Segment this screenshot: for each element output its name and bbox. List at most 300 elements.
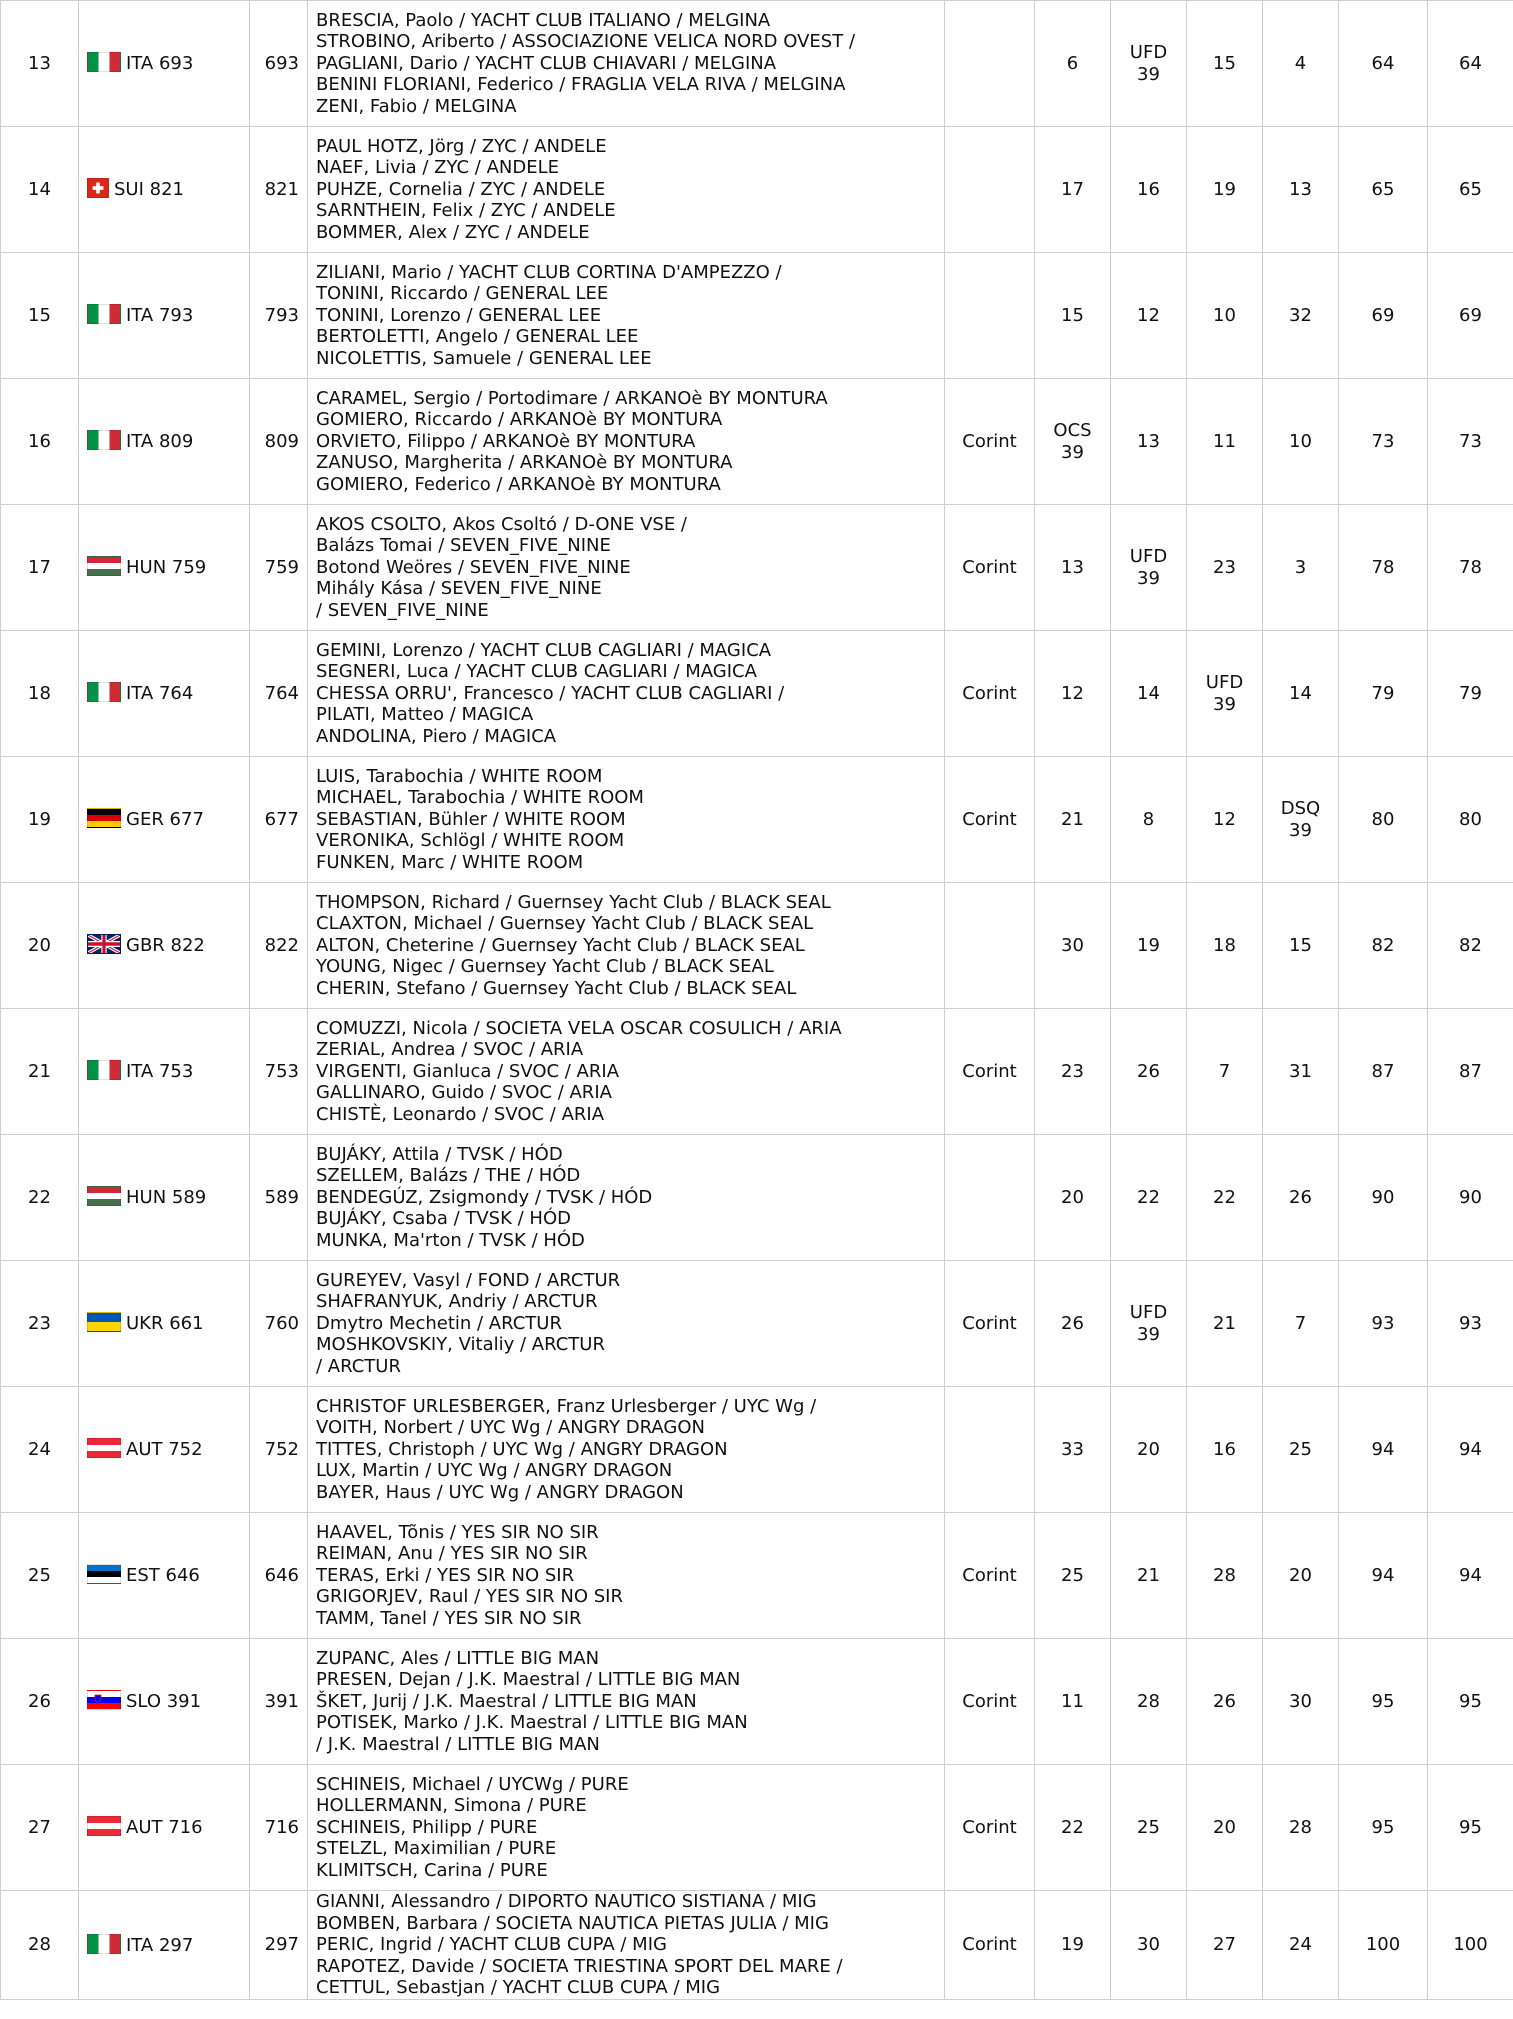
table-row (1, 757, 1513, 883)
crew-cell (308, 1, 945, 127)
race-2-score-cell (1111, 1261, 1187, 1387)
bow-number: 809 (264, 430, 299, 452)
flag-aut-icon (87, 1816, 121, 1836)
rank-cell (1, 883, 79, 1009)
bow-number: 589 (264, 1186, 299, 1208)
score-value: 100 (1365, 1934, 1401, 1955)
score-value: 18 (1213, 934, 1236, 956)
crew-member: BUJÁKY, Csaba / TVSK / HÓD (316, 1208, 571, 1230)
bow-number: 716 (264, 1816, 299, 1838)
crew-member: CHISTÈ, Leonardo / SVOC / ARIA (316, 1103, 605, 1125)
crew-member: HAAVEL, Tõnis / YES SIR NO SIR (316, 1521, 599, 1543)
sail-number-cell[interactable] (79, 1261, 250, 1387)
crew-member: ZILIANI, Mario / YACHT CLUB CORTINA D'AMPEZZO / (316, 261, 782, 283)
race-1-score-cell (1035, 1261, 1111, 1387)
crew-member: NICOLETTIS, Samuele / GENERAL LEE (316, 347, 652, 369)
score-value: 13 (1061, 556, 1084, 578)
crew-member: ANDOLINA, Piero / MAGICA (316, 725, 557, 747)
rank-cell (1, 757, 79, 883)
total-points-cell (1339, 883, 1428, 1009)
flag-gbr-icon (87, 934, 121, 954)
total-points-cell (1339, 1765, 1428, 1891)
race-3-score-cell (1187, 1009, 1263, 1135)
crew-member: CHRISTOF URLESBERGER, Franz Urlesberger / UYC Wg / (316, 1395, 817, 1417)
score-value: 25 (1061, 1564, 1084, 1586)
sail-number-link: ITA 809 (126, 431, 194, 453)
score-value: UFD 39 (1129, 42, 1168, 85)
crew-cell (308, 631, 945, 757)
division-value: Corint (962, 556, 1017, 578)
bow-number: 760 (264, 1312, 299, 1334)
sail-number-cell[interactable] (79, 1765, 250, 1891)
division-cell (945, 505, 1035, 631)
crew-member: PILATI, Matteo / MAGICA (316, 704, 534, 726)
bow-number: 693 (264, 52, 299, 74)
crew-member: REIMAN, Anu / YES SIR NO SIR (316, 1543, 588, 1565)
rank-value: 21 (28, 1060, 51, 1082)
race-2-score-cell (1111, 1009, 1187, 1135)
flag-ita-icon (87, 1060, 121, 1080)
crew-member: PUHZE, Cornelia / ZYC / ANDELE (316, 178, 606, 200)
total-points-cell (1339, 1639, 1428, 1765)
score-value: 20 (1061, 1186, 1084, 1208)
sail-number-link: GBR 822 (126, 935, 205, 957)
total-points-cell (1339, 505, 1428, 631)
crew-member: FUNKEN, Marc / WHITE ROOM (316, 851, 584, 873)
sail-number-cell[interactable] (79, 1009, 250, 1135)
rank-value: 24 (28, 1438, 51, 1460)
crew-member: LUIS, Tarabochia / WHITE ROOM (316, 765, 603, 787)
net-points-cell (1428, 757, 1513, 883)
crew-member: ZERIAL, Andrea / SVOC / ARIA (316, 1039, 584, 1061)
results-rows (1, 1, 1513, 2000)
score-value: UFD 39 (1129, 546, 1168, 589)
score-value: 20 (1137, 1438, 1160, 1460)
sail-number-cell[interactable] (79, 253, 250, 379)
score-value: 12 (1061, 682, 1084, 704)
score-value: 94 (1459, 1564, 1482, 1586)
score-value: 95 (1371, 1690, 1395, 1712)
flag-aut-icon (87, 1438, 121, 1458)
total-points-cell (1339, 1261, 1428, 1387)
crew-member: SHAFRANYUK, Andriy / ARCTUR (316, 1291, 598, 1313)
bow-number-cell (250, 883, 308, 1009)
race-3-score-cell (1187, 127, 1263, 253)
table-row (1, 1639, 1513, 1765)
score-value: 26 (1213, 1690, 1236, 1712)
total-points-cell (1339, 253, 1428, 379)
score-value: 8 (1142, 808, 1155, 830)
sail-number-cell[interactable] (79, 1639, 250, 1765)
crew-member: GOMIERO, Federico / ARKANOè BY MONTURA (316, 473, 721, 495)
bow-number-cell (250, 1387, 308, 1513)
total-points-cell (1339, 1387, 1428, 1513)
sail-number-link: SUI 821 (114, 179, 184, 201)
score-value: 16 (1137, 178, 1160, 200)
rank-cell (1, 379, 79, 505)
flag-ger-icon (87, 808, 121, 828)
score-value: 28 (1137, 1690, 1160, 1712)
sail-number-cell[interactable] (79, 1891, 250, 2000)
race-3-score-cell (1187, 1513, 1263, 1639)
rank-cell (1, 1387, 79, 1513)
race-1-score-cell (1035, 253, 1111, 379)
flag-ita-icon (87, 304, 121, 324)
race-3-score-cell (1187, 1, 1263, 127)
sail-number-cell[interactable] (79, 631, 250, 757)
crew-member: POTISEK, Marko / J.K. Maestral / LITTLE BIG MAN (316, 1712, 748, 1734)
race-3-score-cell (1187, 379, 1263, 505)
score-value: 73 (1459, 430, 1482, 452)
race-1-score-cell (1035, 127, 1111, 253)
crew-member: AKOS CSOLTO, Akos Csoltó / D-ONE VSE / (316, 513, 687, 535)
score-value: 10 (1289, 430, 1312, 452)
sail-number-cell[interactable] (79, 1135, 250, 1261)
score-value: 13 (1289, 178, 1312, 200)
crew-member: SCHINEIS, Philipp / PURE (316, 1816, 538, 1838)
crew-member: PAGLIANI, Dario / YACHT CLUB CHIAVARI / MELGINA (316, 52, 777, 74)
rank-value: 13 (28, 52, 51, 74)
bow-number-cell (250, 1765, 308, 1891)
rank-cell (1, 1261, 79, 1387)
score-value: 22 (1137, 1186, 1160, 1208)
division-cell (945, 1261, 1035, 1387)
race-1-score-cell (1035, 1639, 1111, 1765)
crew-cell (308, 127, 945, 253)
score-value: 78 (1371, 556, 1395, 578)
rank-cell (1, 253, 79, 379)
division-value: Corint (962, 1816, 1017, 1838)
rank-value: 15 (28, 304, 51, 326)
crew-member: GOMIERO, Riccardo / ARKANOè BY MONTURA (316, 409, 723, 431)
race-4-score-cell (1263, 757, 1339, 883)
score-value: 19 (1061, 1934, 1084, 1955)
crew-member: VOITH, Norbert / UYC Wg / ANGRY DRAGON (316, 1417, 706, 1439)
score-value: 20 (1289, 1564, 1312, 1586)
race-2-score-cell (1111, 379, 1187, 505)
rank-value: 27 (28, 1816, 51, 1838)
flag-ita-icon (87, 682, 121, 702)
rank-cell (1, 1009, 79, 1135)
score-value: UFD 39 (1129, 1302, 1168, 1345)
sail-number-link: SLO 391 (126, 1691, 202, 1713)
bow-number-cell (250, 1, 308, 127)
rank-cell (1, 1, 79, 127)
race-2-score-cell (1111, 1765, 1187, 1891)
crew-member: MUNKA, Ma'rton / TVSK / HÓD (316, 1229, 585, 1251)
bow-number: 759 (264, 556, 299, 578)
sail-number-link: ITA 764 (126, 683, 194, 705)
race-3-score-cell (1187, 1765, 1263, 1891)
net-points-cell (1428, 631, 1513, 757)
division-value: Corint (962, 808, 1017, 830)
score-value: 12 (1213, 808, 1236, 830)
crew-member: KLIMITSCH, Carina / PURE (316, 1859, 548, 1881)
score-value: 14 (1289, 682, 1312, 704)
bow-number: 391 (264, 1690, 299, 1712)
crew-cell (308, 883, 945, 1009)
rank-value: 20 (28, 934, 51, 956)
crew-member: ŠKET, Jurij / J.K. Maestral / LITTLE BIG MAN (316, 1690, 697, 1712)
crew-member: Mihály Kása / SEVEN_FIVE_NINE (316, 578, 602, 600)
sail-number-cell[interactable] (79, 1513, 250, 1639)
race-1-score-cell (1035, 1, 1111, 127)
net-points-cell (1428, 127, 1513, 253)
total-points-cell (1339, 1, 1428, 127)
crew-member: SEGNERI, Luca / YACHT CLUB CAGLIARI / MAGICA (316, 661, 757, 683)
score-value: 30 (1137, 1934, 1160, 1955)
crew-member: TAMM, Tanel / YES SIR NO SIR (316, 1607, 582, 1629)
net-points-cell (1428, 1639, 1513, 1765)
crew-member: TERAS, Erki / YES SIR NO SIR (316, 1564, 575, 1586)
rank-value: 17 (28, 556, 51, 578)
score-value: 22 (1213, 1186, 1236, 1208)
sail-number-link: AUT 716 (126, 1817, 203, 1839)
division-value: Corint (962, 1312, 1017, 1334)
score-value: 11 (1213, 430, 1236, 452)
total-points-cell (1339, 127, 1428, 253)
net-points-cell (1428, 1891, 1513, 2000)
score-value: 82 (1459, 934, 1482, 956)
score-value: 78 (1459, 556, 1482, 578)
score-value: 28 (1213, 1564, 1236, 1586)
race-2-score-cell (1111, 757, 1187, 883)
score-value: 20 (1213, 1816, 1236, 1838)
crew-member: ALTON, Cheterine / Guernsey Yacht Club / BLACK SEAL (316, 934, 805, 956)
sail-number-link: HUN 759 (126, 557, 207, 579)
bow-number: 646 (264, 1564, 299, 1586)
sail-number-cell[interactable] (79, 127, 250, 253)
net-points-cell (1428, 883, 1513, 1009)
bow-number: 764 (264, 682, 299, 704)
total-points-cell (1339, 757, 1428, 883)
bow-number: 793 (264, 304, 299, 326)
flag-est-icon (87, 1564, 121, 1584)
net-points-cell (1428, 1513, 1513, 1639)
rank-value: 22 (28, 1186, 51, 1208)
bow-number-cell (250, 1513, 308, 1639)
crew-member: SCHINEIS, Michael / UYCWg / PURE (316, 1773, 629, 1795)
score-value: 93 (1371, 1312, 1395, 1334)
race-4-score-cell (1263, 631, 1339, 757)
total-points-cell (1339, 379, 1428, 505)
race-2-score-cell (1111, 631, 1187, 757)
crew-cell (308, 1765, 945, 1891)
table-row (1, 1009, 1513, 1135)
crew-member: PERIC, Ingrid / YACHT CLUB CUPA / MIG (316, 1934, 667, 1955)
net-points-cell (1428, 1261, 1513, 1387)
bow-number-cell (250, 127, 308, 253)
race-1-score-cell (1035, 1765, 1111, 1891)
bow-number-cell (250, 1009, 308, 1135)
table-row (1, 1765, 1513, 1891)
score-value: 95 (1459, 1690, 1482, 1712)
net-points-cell (1428, 379, 1513, 505)
total-points-cell (1339, 1891, 1428, 2000)
flag-hun-icon (87, 556, 121, 576)
net-points-cell (1428, 1135, 1513, 1261)
rank-value: 19 (28, 808, 51, 830)
race-2-score-cell (1111, 1513, 1187, 1639)
rank-value: 25 (28, 1564, 51, 1586)
crew-member: SZELLEM, Balázs / THE / HÓD (316, 1165, 581, 1187)
crew-member: GUREYEV, Vasyl / FOND / ARCTUR (316, 1269, 621, 1291)
score-value: 13 (1137, 430, 1160, 452)
bow-number: 753 (264, 1060, 299, 1082)
score-value: 79 (1371, 682, 1395, 704)
sail-number-cell[interactable] (79, 1387, 250, 1513)
race-4-score-cell (1263, 127, 1339, 253)
flag-slo-icon (87, 1690, 121, 1710)
crew-member: SEBASTIAN, Bühler / WHITE ROOM (316, 808, 626, 830)
table-row (1, 883, 1513, 1009)
table-row (1, 1135, 1513, 1261)
score-value: 64 (1371, 52, 1395, 74)
score-value: 80 (1371, 808, 1395, 830)
crew-member: Balázs Tomai / SEVEN_FIVE_NINE (316, 535, 611, 557)
crew-member: VIRGENTI, Gianluca / SVOC / ARIA (316, 1060, 620, 1082)
net-points-cell (1428, 1387, 1513, 1513)
score-value: 24 (1289, 1934, 1312, 1955)
rank-value: 26 (28, 1690, 51, 1712)
score-value: 80 (1459, 808, 1482, 830)
total-points-cell (1339, 1513, 1428, 1639)
table-row (1, 1891, 1513, 2000)
race-2-score-cell (1111, 1135, 1187, 1261)
division-value: Corint (962, 1564, 1017, 1586)
bow-number: 677 (264, 808, 299, 830)
rank-cell (1, 1891, 79, 2000)
crew-member: CHESSA ORRU', Francesco / YACHT CLUB CAGLIARI / (316, 682, 785, 704)
flag-hun-icon (87, 1186, 121, 1206)
score-value: 65 (1459, 178, 1482, 200)
table-row (1, 1513, 1513, 1639)
race-3-score-cell (1187, 631, 1263, 757)
race-2-score-cell (1111, 1639, 1187, 1765)
bow-number-cell (250, 379, 308, 505)
crew-member: BERTOLETTI, Angelo / GENERAL LEE (316, 326, 639, 348)
sail-number-cell[interactable] (79, 757, 250, 883)
score-value: 33 (1061, 1438, 1084, 1460)
score-value: 73 (1371, 430, 1395, 452)
score-value: OCS 39 (1053, 420, 1092, 463)
race-1-score-cell (1035, 631, 1111, 757)
crew-member: SARNTHEIN, Felix / ZYC / ANDELE (316, 200, 616, 222)
division-cell (945, 1639, 1035, 1765)
race-3-score-cell (1187, 505, 1263, 631)
division-cell (945, 379, 1035, 505)
race-2-score-cell (1111, 127, 1187, 253)
race-4-score-cell (1263, 1387, 1339, 1513)
crew-member: ZENI, Fabio / MELGINA (316, 95, 517, 117)
crew-member: HOLLERMANN, Simona / PURE (316, 1795, 587, 1817)
rank-cell (1, 1513, 79, 1639)
crew-member: MICHAEL, Tarabochia / WHITE ROOM (316, 787, 644, 809)
score-value: 21 (1061, 808, 1084, 830)
crew-member: STROBINO, Ariberto / ASSOCIAZIONE VELICA NORD OVEST / (316, 31, 856, 53)
crew-member: Botond Weöres / SEVEN_FIVE_NINE (316, 556, 631, 578)
crew-member: Dmytro Mechetin / ARCTUR (316, 1312, 562, 1334)
rank-value: 28 (28, 1934, 51, 1955)
rank-cell (1, 1639, 79, 1765)
division-cell (945, 127, 1035, 253)
crew-cell (308, 1135, 945, 1261)
sail-number-cell[interactable] (79, 379, 250, 505)
flag-ita-icon (87, 52, 121, 72)
division-cell (945, 1135, 1035, 1261)
crew-cell (308, 1009, 945, 1135)
rank-cell (1, 1765, 79, 1891)
flag-sui-icon (87, 178, 109, 198)
sail-number-cell[interactable] (79, 1, 250, 127)
crew-member: VERONIKA, Schlögl / WHITE ROOM (316, 830, 625, 852)
crew-member: TONINI, Riccardo / GENERAL LEE (316, 283, 609, 305)
race-2-score-cell (1111, 1891, 1187, 2000)
crew-cell (308, 1387, 945, 1513)
table-row (1, 379, 1513, 505)
score-value: DSQ 39 (1280, 798, 1321, 841)
rank-value: 14 (28, 178, 51, 200)
score-value: 64 (1459, 52, 1482, 74)
sail-number-cell[interactable] (79, 883, 250, 1009)
race-4-score-cell (1263, 1765, 1339, 1891)
score-value: 87 (1459, 1060, 1482, 1082)
rank-value: 18 (28, 682, 51, 704)
net-points-cell (1428, 1009, 1513, 1135)
race-1-score-cell (1035, 1387, 1111, 1513)
race-1-score-cell (1035, 757, 1111, 883)
score-value: 23 (1061, 1060, 1084, 1082)
crew-cell (308, 253, 945, 379)
score-value: 10 (1213, 304, 1236, 326)
race-1-score-cell (1035, 1891, 1111, 2000)
division-cell (945, 1765, 1035, 1891)
race-3-score-cell (1187, 1891, 1263, 2000)
crew-member: YOUNG, Nigec / Guernsey Yacht Club / BLACK SEAL (316, 956, 774, 978)
sail-number-cell[interactable] (79, 505, 250, 631)
flag-ita-icon (87, 1934, 121, 1954)
race-3-score-cell (1187, 757, 1263, 883)
bow-number-cell (250, 1135, 308, 1261)
division-value: Corint (962, 682, 1017, 704)
score-value: 94 (1371, 1438, 1395, 1460)
net-points-cell (1428, 1, 1513, 127)
race-4-score-cell (1263, 1261, 1339, 1387)
race-4-score-cell (1263, 1009, 1339, 1135)
score-value: 30 (1061, 934, 1084, 956)
crew-member: PRESEN, Dejan / J.K. Maestral / LITTLE BIG MAN (316, 1669, 741, 1691)
score-value: 65 (1371, 178, 1395, 200)
crew-member: GEMINI, Lorenzo / YACHT CLUB CAGLIARI / MAGICA (316, 639, 772, 661)
race-4-score-cell (1263, 1135, 1339, 1261)
score-value: 90 (1459, 1186, 1482, 1208)
score-value: 14 (1137, 682, 1160, 704)
total-points-cell (1339, 1009, 1428, 1135)
score-value: 12 (1137, 304, 1160, 326)
sail-number-link: HUN 589 (126, 1187, 207, 1209)
race-4-score-cell (1263, 1513, 1339, 1639)
race-4-score-cell (1263, 505, 1339, 631)
race-1-score-cell (1035, 1135, 1111, 1261)
bow-number-cell (250, 631, 308, 757)
bow-number-cell (250, 1639, 308, 1765)
flag-ita-icon (87, 430, 121, 450)
crew-member: TITTES, Christoph / UYC Wg / ANGRY DRAGON (316, 1438, 728, 1460)
crew-member: NAEF, Livia / ZYC / ANDELE (316, 157, 559, 179)
race-2-score-cell (1111, 883, 1187, 1009)
crew-cell (308, 1261, 945, 1387)
crew-member: / SEVEN_FIVE_NINE (316, 599, 489, 621)
